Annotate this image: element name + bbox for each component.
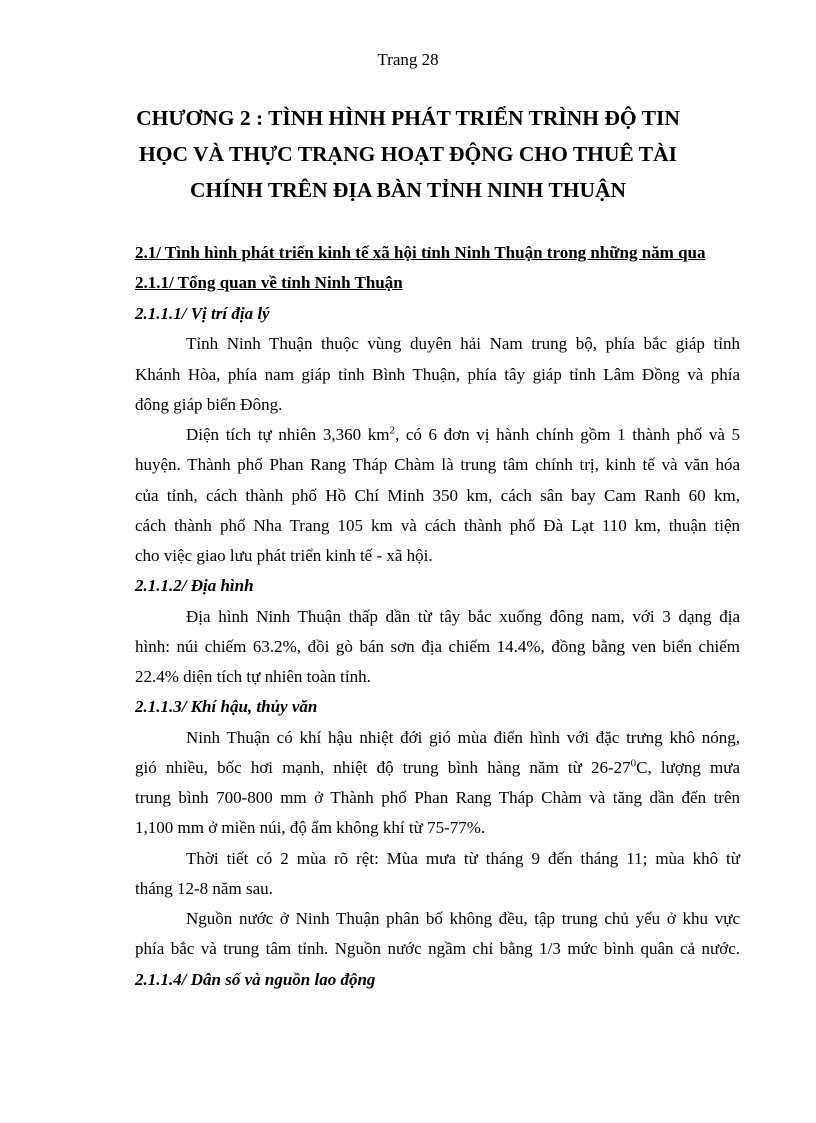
paragraph-line: trung bình 700-800 mm ở Thành phố Phan Rang Tháp Chàm và tăng dần đến trên [135, 788, 740, 807]
chapter-title-line: HỌC VÀ THỰC TRẠNG HOẠT ĐỘNG CHO THUÊ TÀI [139, 142, 677, 166]
paragraph-line: phía bắc và trung tâm tỉnh. Nguồn nước ngầm chỉ bằng 1/3 mức bình quân cả nước. [135, 939, 740, 958]
text-run: C, lượng mưa [636, 758, 741, 777]
chapter-title [120, 100, 696, 208]
section-heading-2-1: 2.1/ Tình hình phát triển kinh tế xã hội tỉnh Ninh Thuận trong những năm qua [135, 243, 706, 262]
page-number: Trang 28 [377, 50, 439, 69]
section-heading-2-1-1-2: 2.1.1.2/ Địa hình [135, 576, 254, 595]
superscript: 2 [389, 424, 395, 437]
section-heading-2-1-1: 2.1.1/ Tổng quan về tỉnh Ninh Thuận [135, 273, 403, 292]
section-heading-2-1-1-4: 2.1.1.4/ Dân số và nguồn lao động [135, 970, 376, 989]
superscript: 0 [630, 757, 637, 770]
section-heading-2-1-1-3: 2.1.1.3/ Khí hậu, thủy văn [135, 697, 318, 716]
chapter-title-line: CHƯƠNG 2 : TÌNH HÌNH PHÁT TRIỂN TRÌNH ĐỘ TIN [136, 106, 680, 130]
paragraph-line: hình: núi chiếm 63.2%, đồi gò bán sơn địa chiếm 14.4%, đồng bằng ven biển chiếm [135, 637, 740, 656]
paragraph-line [186, 425, 740, 445]
paragraph-line: 1,100 mm ở miền núi, độ ẩm không khí từ 75-77%. [135, 818, 486, 837]
paragraph-line: huyện. Thành phố Phan Rang Tháp Chàm là trung tâm chính trị, kinh tế và văn hóa [135, 455, 740, 474]
paragraph-line: Thời tiết có 2 mùa rõ rệt: Mùa mưa từ tháng 9 đến tháng 11; mùa khô từ [186, 849, 740, 868]
paragraph-line: 22.4% diện tích tự nhiên toàn tỉnh. [135, 667, 371, 686]
text-run: , có 6 đơn vị hành chính gồm 1 thành phố và 5 [394, 425, 741, 444]
text-run: gió nhiều, bốc hơi mạnh, nhiệt độ trung bình hàng năm từ 26-27 [135, 758, 631, 777]
paragraph-line: đông giáp biển Đông. [135, 395, 283, 414]
paragraph-line: Tỉnh Ninh Thuận thuộc vùng duyên hải Nam trung bộ, phía bắc giáp tỉnh [186, 334, 740, 353]
section-heading-2-1-1-1: 2.1.1.1/ Vị trí địa lý [135, 304, 270, 323]
paragraph-line: tháng 12-8 năm sau. [135, 879, 273, 898]
paragraph-line: cho việc giao lưu phát triển kinh tế - xã hội. [135, 546, 433, 565]
paragraph-line: Nguồn nước ở Ninh Thuận phân bố không đều, tập trung chủ yếu ở khu vực [186, 909, 740, 928]
paragraph-line: Địa hình Ninh Thuận thấp dần từ tây bắc xuống đông nam, với 3 dạng địa [186, 607, 740, 626]
paragraph-line [135, 758, 740, 778]
text-run: Diện tích tự nhiên 3,360 km [186, 425, 390, 444]
chapter-title-line: CHÍNH TRÊN ĐỊA BÀN TỈNH NINH THUẬN [189, 178, 627, 202]
paragraph-line: của tỉnh, cách thành phố Hồ Chí Minh 350 km, cách sân bay Cam Ranh 60 km, [135, 486, 740, 505]
paragraph-line: Khánh Hòa, phía nam giáp tỉnh Bình Thuận, phía tây giáp tỉnh Lâm Đồng và phía [135, 365, 740, 384]
paragraph-line: Ninh Thuận có khí hậu nhiệt đới gió mùa điển hình với đặc trưng khô nóng, [186, 728, 740, 747]
paragraph-line: cách thành phố Nha Trang 105 km và cách thành phố Đà Lạt 110 km, thuận tiện [135, 516, 740, 535]
